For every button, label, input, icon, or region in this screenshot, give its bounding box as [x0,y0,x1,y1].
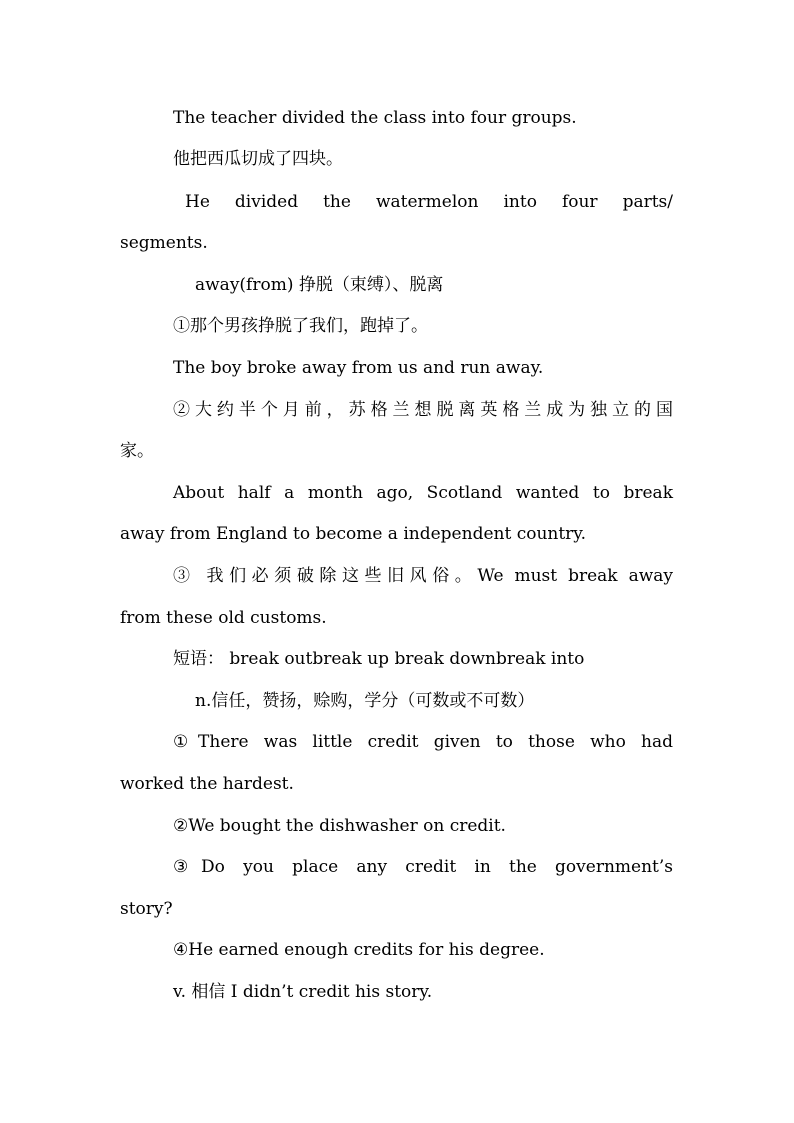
chinese-sentence: 他把西瓜切成了四块。 [173,149,343,169]
example-sentence-line1: About half a month ago, Scotland wanted to break [173,483,673,503]
example-3-line2: from these old customs. [120,608,327,628]
example-sentence-line2: segments. [120,233,208,253]
chinese-example-2-line1: ②大约半个月前，苏格兰想脱离英格兰成为独立的国 [173,400,673,420]
credit-example-3-line1: ③Do you place any credit in the government’s [173,857,673,877]
example-sentence: The teacher divided the class into four groups. [173,108,577,128]
example-sentence-line2: away from England to become a independent country. [120,524,587,544]
credit-noun-heading: n.信任，赞扬，赊购，学分（可数或不可数） [195,691,535,711]
phrase-heading-break-away: away(from) 挣脱（束缚）、脱离 [195,275,444,295]
example-sentence-line1: He divided the watermelon into four parts/ [185,192,673,212]
chinese-example-1: ①那个男孩挣脱了我们，跑掉了。 [173,316,428,336]
credit-example-1-line1: ①There was little credit given to those who had [173,732,673,752]
phrases-line: 短语： break outbreak up break downbreak into [173,649,585,669]
credit-example-2: ②We bought the dishwasher on credit. [173,816,506,836]
chinese-example-2-line2: 家。 [120,441,154,461]
credit-example-4: ④He earned enough credits for his degree. [173,940,545,960]
credit-verb-line: v. 相信 I didn’t credit his story. [173,982,433,1002]
example-3-line1: ③ 我们必须破除这些旧风俗。We must break away [173,566,673,586]
example-sentence: The boy broke away from us and run away. [173,358,544,378]
credit-example-1-line2: worked the hardest. [120,774,294,794]
credit-example-3-line2: story? [120,899,173,919]
